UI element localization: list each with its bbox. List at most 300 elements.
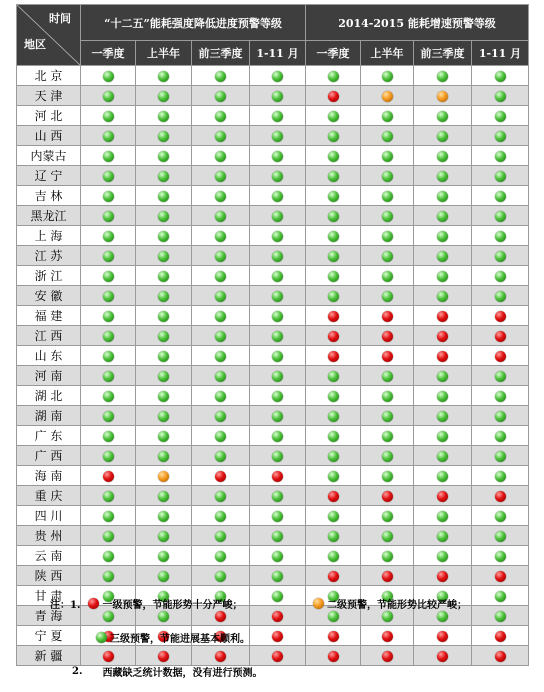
orange-warning-icon <box>382 91 393 102</box>
green-warning-icon <box>103 251 114 262</box>
status-cell <box>250 266 306 286</box>
status-cell <box>250 626 306 646</box>
green-warning-icon <box>158 271 169 282</box>
red-warning-icon <box>158 651 169 662</box>
status-cell <box>414 266 472 286</box>
status-cell <box>472 206 529 226</box>
status-cell <box>361 206 414 226</box>
green-warning-icon <box>495 391 506 402</box>
green-warning-icon <box>103 371 114 382</box>
status-cell <box>192 526 250 546</box>
status-cell <box>136 406 192 426</box>
status-cell <box>192 366 250 386</box>
green-warning-icon <box>328 111 339 122</box>
status-cell <box>192 546 250 566</box>
green-warning-icon <box>158 151 169 162</box>
table-row <box>17 366 529 386</box>
green-warning-icon <box>272 571 283 582</box>
region-cell: 新 疆 <box>17 646 81 666</box>
region-cell: 广 西 <box>17 446 81 466</box>
status-cell <box>192 206 250 226</box>
green-warning-icon <box>328 471 339 482</box>
status-cell <box>136 226 192 246</box>
green-warning-icon <box>382 611 393 622</box>
status-cell <box>361 246 414 266</box>
status-cell <box>136 106 192 126</box>
region-cell: 甘 肃 <box>17 586 81 606</box>
green-warning-icon <box>328 431 339 442</box>
green-warning-icon <box>272 291 283 302</box>
status-cell <box>414 446 472 466</box>
status-cell <box>136 426 192 446</box>
green-warning-icon <box>382 391 393 402</box>
status-cell <box>136 126 192 146</box>
region-cell: 云 南 <box>17 546 81 566</box>
status-cell <box>136 526 192 546</box>
status-cell <box>472 486 529 506</box>
status-cell <box>472 106 529 126</box>
green-warning-icon <box>495 231 506 242</box>
green-warning-icon <box>215 491 226 502</box>
green-warning-icon <box>215 211 226 222</box>
status-cell <box>361 266 414 286</box>
region-cell: 北 京 <box>17 66 81 86</box>
region-label: 地区 <box>24 38 46 51</box>
green-warning-icon <box>495 191 506 202</box>
green-warning-icon <box>103 611 114 622</box>
green-warning-icon <box>103 271 114 282</box>
green-warning-icon <box>272 211 283 222</box>
green-warning-icon <box>495 171 506 182</box>
red-warning-icon <box>495 571 506 582</box>
status-cell <box>472 366 529 386</box>
green-warning-icon <box>495 611 506 622</box>
status-cell <box>250 86 306 106</box>
table-row <box>17 566 529 586</box>
green-warning-icon <box>495 531 506 542</box>
green-warning-icon <box>272 551 283 562</box>
green-warning-icon <box>328 131 339 142</box>
status-cell <box>81 106 136 126</box>
status-cell <box>414 126 472 146</box>
green-warning-icon <box>437 451 448 462</box>
period-header: 前三季度 <box>192 41 250 66</box>
green-warning-icon <box>103 111 114 122</box>
status-cell <box>306 386 361 406</box>
region-cell: 山 东 <box>17 346 81 366</box>
region-cell: 四 川 <box>17 506 81 526</box>
status-cell <box>472 126 529 146</box>
status-cell <box>250 406 306 426</box>
status-cell <box>81 466 136 486</box>
red-warning-icon <box>437 311 448 322</box>
table-row <box>17 106 529 126</box>
status-cell <box>414 426 472 446</box>
period-header: 上半年 <box>361 41 414 66</box>
green-warning-icon <box>382 271 393 282</box>
green-warning-icon <box>328 451 339 462</box>
table-row <box>17 266 529 286</box>
status-cell <box>81 326 136 346</box>
red-warning-icon <box>437 651 448 662</box>
status-cell <box>81 446 136 466</box>
region-cell: 重 庆 <box>17 486 81 506</box>
table-row <box>17 506 529 526</box>
status-cell <box>306 486 361 506</box>
status-cell <box>472 66 529 86</box>
note-item2-num: 2. <box>72 666 83 677</box>
status-cell <box>306 366 361 386</box>
group2-title: 2014-2015 能耗增速预警等级 <box>306 5 529 41</box>
period-header: 1-11 月 <box>472 41 529 66</box>
green-warning-icon <box>437 231 448 242</box>
green-warning-icon <box>158 211 169 222</box>
region-cell: 湖 南 <box>17 406 81 426</box>
status-cell <box>250 586 306 606</box>
status-cell <box>250 386 306 406</box>
green-warning-icon <box>215 391 226 402</box>
status-cell <box>361 66 414 86</box>
green-warning-icon <box>437 611 448 622</box>
red-warning-icon <box>272 611 283 622</box>
green-warning-icon <box>495 211 506 222</box>
green-warning-icon <box>382 411 393 422</box>
status-cell <box>81 406 136 426</box>
green-warning-icon <box>158 511 169 522</box>
status-cell <box>81 126 136 146</box>
status-cell <box>306 86 361 106</box>
red-warning-icon <box>382 331 393 342</box>
green-warning-icon <box>437 511 448 522</box>
status-cell <box>414 306 472 326</box>
status-cell <box>414 506 472 526</box>
green-warning-icon <box>382 531 393 542</box>
status-cell <box>192 86 250 106</box>
table-row <box>17 186 529 206</box>
status-cell <box>414 246 472 266</box>
region-cell: 内蒙古 <box>17 146 81 166</box>
region-cell: 福 建 <box>17 306 81 326</box>
status-cell <box>361 486 414 506</box>
status-cell <box>472 506 529 526</box>
green-warning-icon <box>103 91 114 102</box>
status-cell <box>250 286 306 306</box>
green-warning-icon <box>103 131 114 142</box>
region-cell: 江 西 <box>17 326 81 346</box>
status-cell <box>250 606 306 626</box>
green-warning-icon <box>495 71 506 82</box>
green-warning-icon <box>272 91 283 102</box>
status-cell <box>306 206 361 226</box>
green-warning-icon <box>158 391 169 402</box>
status-cell <box>472 306 529 326</box>
status-cell <box>472 226 529 246</box>
green-warning-icon <box>495 471 506 482</box>
status-cell <box>250 306 306 326</box>
status-cell <box>250 446 306 466</box>
status-cell <box>361 226 414 246</box>
status-cell <box>361 506 414 526</box>
green-warning-icon <box>437 371 448 382</box>
red-warning-icon <box>215 651 226 662</box>
region-cell: 江 苏 <box>17 246 81 266</box>
status-cell <box>136 66 192 86</box>
green-warning-icon <box>158 131 169 142</box>
period-header: 前三季度 <box>414 41 472 66</box>
status-cell <box>472 606 529 626</box>
green-warning-icon <box>495 591 506 602</box>
status-cell <box>250 326 306 346</box>
green-warning-icon <box>215 271 226 282</box>
status-cell <box>472 626 529 646</box>
green-warning-icon <box>328 531 339 542</box>
green-warning-icon <box>272 131 283 142</box>
green-warning-icon <box>272 171 283 182</box>
green-warning-icon <box>495 251 506 262</box>
table-row <box>17 626 529 646</box>
status-cell <box>414 566 472 586</box>
green-warning-icon <box>437 111 448 122</box>
status-cell <box>192 406 250 426</box>
status-cell <box>414 146 472 166</box>
red-warning-icon <box>328 571 339 582</box>
green-warning-icon <box>215 111 226 122</box>
status-cell <box>414 206 472 226</box>
status-cell <box>306 166 361 186</box>
period-header: 一季度 <box>306 41 361 66</box>
red-warning-icon <box>382 311 393 322</box>
green-warning-icon <box>103 331 114 342</box>
green-warning-icon <box>382 231 393 242</box>
status-cell <box>306 546 361 566</box>
status-cell <box>192 246 250 266</box>
status-cell <box>81 146 136 166</box>
green-warning-icon <box>382 551 393 562</box>
green-warning-icon <box>437 251 448 262</box>
green-warning-icon <box>215 311 226 322</box>
status-cell <box>192 226 250 246</box>
status-cell <box>414 186 472 206</box>
red-warning-icon <box>328 351 339 362</box>
status-cell <box>250 366 306 386</box>
red-warning-icon <box>215 471 226 482</box>
green-warning-icon <box>215 371 226 382</box>
status-cell <box>306 186 361 206</box>
green-warning-icon <box>272 111 283 122</box>
status-cell <box>136 326 192 346</box>
green-warning-icon <box>272 151 283 162</box>
status-cell <box>250 226 306 246</box>
table-row <box>17 126 529 146</box>
green-warning-icon <box>495 431 506 442</box>
status-cell <box>472 526 529 546</box>
region-cell: 陕 西 <box>17 566 81 586</box>
green-warning-icon <box>158 231 169 242</box>
green-warning-icon <box>382 211 393 222</box>
red-warning-icon <box>437 331 448 342</box>
status-cell <box>81 346 136 366</box>
green-warning-icon <box>158 71 169 82</box>
status-cell <box>306 306 361 326</box>
status-cell <box>192 106 250 126</box>
green-warning-icon <box>158 371 169 382</box>
status-cell <box>192 386 250 406</box>
status-cell <box>136 266 192 286</box>
status-cell <box>472 346 529 366</box>
green-warning-icon <box>272 531 283 542</box>
status-cell <box>414 646 472 666</box>
status-cell <box>306 126 361 146</box>
green-warning-icon <box>215 431 226 442</box>
red-warning-icon <box>495 331 506 342</box>
green-warning-icon <box>103 511 114 522</box>
green-warning-icon <box>272 311 283 322</box>
note-orange-text: 二级预警，节能形势比较严峻； <box>327 600 467 611</box>
status-cell <box>361 286 414 306</box>
status-cell <box>136 486 192 506</box>
status-cell <box>361 406 414 426</box>
status-cell <box>192 446 250 466</box>
table-row <box>17 226 529 246</box>
green-warning-icon <box>382 151 393 162</box>
region-cell: 安 徽 <box>17 286 81 306</box>
red-warning-icon <box>495 651 506 662</box>
status-cell <box>250 546 306 566</box>
region-cell: 辽 宁 <box>17 166 81 186</box>
green-warning-icon <box>328 231 339 242</box>
table-row <box>17 546 529 566</box>
green-warning-icon <box>158 111 169 122</box>
status-cell <box>192 126 250 146</box>
status-cell <box>192 566 250 586</box>
green-warning-icon <box>272 331 283 342</box>
green-warning-icon <box>437 131 448 142</box>
status-cell <box>361 626 414 646</box>
green-warning-icon <box>382 171 393 182</box>
status-cell <box>136 286 192 306</box>
green-warning-icon <box>158 491 169 502</box>
orange-warning-icon <box>313 598 324 609</box>
green-warning-icon <box>437 291 448 302</box>
status-cell <box>306 506 361 526</box>
red-warning-icon <box>495 631 506 642</box>
green-warning-icon <box>215 171 226 182</box>
green-warning-icon <box>437 211 448 222</box>
green-warning-icon <box>215 251 226 262</box>
status-cell <box>81 386 136 406</box>
time-label: 时间 <box>49 12 71 25</box>
green-warning-icon <box>495 271 506 282</box>
status-cell <box>192 346 250 366</box>
green-warning-icon <box>437 271 448 282</box>
green-warning-icon <box>103 191 114 202</box>
status-cell <box>81 306 136 326</box>
status-cell <box>136 166 192 186</box>
red-warning-icon <box>272 651 283 662</box>
green-warning-icon <box>382 131 393 142</box>
status-cell <box>472 326 529 346</box>
group1-title: “十二五”能耗强度降低进度预警等级 <box>81 5 306 41</box>
status-cell <box>472 646 529 666</box>
status-cell <box>81 506 136 526</box>
green-warning-icon <box>103 411 114 422</box>
status-cell <box>306 106 361 126</box>
status-cell <box>250 646 306 666</box>
green-warning-icon <box>215 71 226 82</box>
status-cell <box>250 506 306 526</box>
status-cell <box>192 306 250 326</box>
region-cell: 河 北 <box>17 106 81 126</box>
orange-warning-icon <box>158 471 169 482</box>
orange-warning-icon <box>437 91 448 102</box>
red-warning-icon <box>88 598 99 609</box>
green-warning-icon <box>437 391 448 402</box>
status-cell <box>306 446 361 466</box>
green-warning-icon <box>328 171 339 182</box>
table-row <box>17 146 529 166</box>
status-cell <box>361 386 414 406</box>
green-warning-icon <box>96 632 107 643</box>
status-cell <box>361 166 414 186</box>
status-cell <box>136 146 192 166</box>
green-warning-icon <box>328 551 339 562</box>
status-cell <box>472 546 529 566</box>
status-cell <box>472 586 529 606</box>
green-warning-icon <box>272 511 283 522</box>
status-cell <box>192 466 250 486</box>
status-cell <box>81 526 136 546</box>
red-warning-icon <box>103 471 114 482</box>
status-cell <box>414 526 472 546</box>
table-row <box>17 346 529 366</box>
status-cell <box>250 66 306 86</box>
status-cell <box>81 226 136 246</box>
status-cell <box>192 286 250 306</box>
red-warning-icon <box>328 651 339 662</box>
status-cell <box>306 526 361 546</box>
green-warning-icon <box>215 571 226 582</box>
status-cell <box>414 346 472 366</box>
status-cell <box>414 286 472 306</box>
status-cell <box>472 286 529 306</box>
green-warning-icon <box>158 531 169 542</box>
green-warning-icon <box>158 291 169 302</box>
table-row <box>17 486 529 506</box>
green-warning-icon <box>437 531 448 542</box>
green-warning-icon <box>215 91 226 102</box>
status-cell <box>414 546 472 566</box>
region-cell: 海 南 <box>17 466 81 486</box>
note-red-text: 一级预警，节能形势十分严峻； <box>102 600 243 611</box>
green-warning-icon <box>437 471 448 482</box>
table-row <box>17 166 529 186</box>
green-warning-icon <box>328 391 339 402</box>
status-cell <box>136 386 192 406</box>
status-cell <box>81 566 136 586</box>
green-warning-icon <box>215 291 226 302</box>
green-warning-icon <box>158 431 169 442</box>
status-cell <box>414 626 472 646</box>
green-warning-icon <box>215 531 226 542</box>
status-cell <box>136 566 192 586</box>
status-cell <box>472 86 529 106</box>
green-warning-icon <box>215 131 226 142</box>
status-cell <box>414 66 472 86</box>
status-cell <box>472 406 529 426</box>
note-orange-line <box>313 596 467 611</box>
status-cell <box>192 486 250 506</box>
region-cell: 广 东 <box>17 426 81 446</box>
